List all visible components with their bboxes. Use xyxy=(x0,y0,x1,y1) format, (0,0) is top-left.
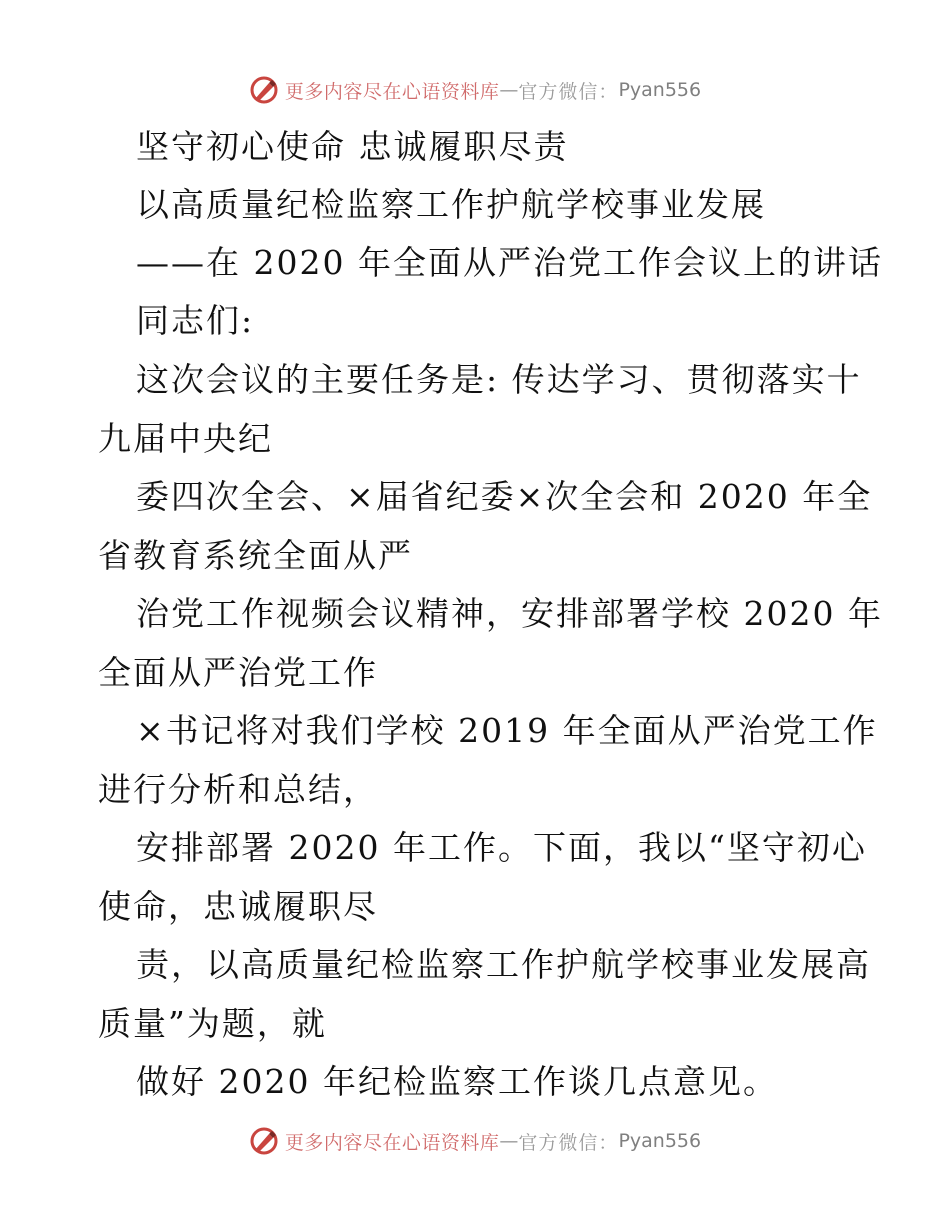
subtitle-line: ——在 2020 年全面从严治党工作会议上的讲话 xyxy=(136,243,883,282)
pen-circle-logo-icon xyxy=(249,1126,279,1156)
paragraph-line: 治党工作视频会议精神，安排部署学校 2020 年 xyxy=(136,594,883,633)
pen-circle-logo-icon xyxy=(249,75,279,105)
watermark-main-text: 更多内容尽在心语资料库 xyxy=(284,80,500,103)
watermark-contact-id: Pyan556 xyxy=(618,79,702,101)
watermark-separator: — xyxy=(499,79,519,101)
watermark-contact-label: 官方微信： xyxy=(518,1131,619,1154)
title-line-2: 以高质量纪检监察工作护航学校事业发展 xyxy=(136,185,766,224)
paragraph-line: 省教育系统全面从严 xyxy=(98,536,413,575)
paragraph-line: 做好 2020 年纪检监察工作谈几点意见。 xyxy=(136,1062,778,1101)
watermark-contact-id: Pyan556 xyxy=(618,1130,702,1152)
watermark-main-text: 更多内容尽在心语资料库 xyxy=(284,1131,500,1154)
watermark-contact-label: 官方微信： xyxy=(518,80,619,103)
paragraph-line: 安排部署 2020 年工作。下面，我以“坚守初心 xyxy=(136,828,867,867)
paragraph-line: ×书记将对我们学校 2019 年全面从严治党工作 xyxy=(136,711,878,750)
paragraph-line: 进行分析和总结， xyxy=(98,770,378,809)
paragraph-line: 责，以高质量纪检监察工作护航学校事业发展高 xyxy=(136,945,871,984)
paragraph-line: 全面从严治党工作 xyxy=(98,653,378,692)
paragraph-line: 九届中央纪 xyxy=(98,419,273,458)
paragraph-line: 委四次全会、×届省纪委×次全会和 2020 年全 xyxy=(136,477,873,516)
watermark-footer xyxy=(0,1121,950,1161)
watermark-header xyxy=(0,70,950,110)
title-line-1: 坚守初心使命 忠诚履职尽责 xyxy=(136,127,569,166)
paragraph-line: 这次会议的主要任务是: 传达学习、贯彻落实十 xyxy=(136,360,862,399)
salutation: 同志们: xyxy=(136,301,255,340)
paragraph-line: 使命，忠诚履职尽 xyxy=(98,887,378,926)
watermark-separator: — xyxy=(499,1130,519,1152)
paragraph-line: 质量”为题，就 xyxy=(98,1004,327,1043)
